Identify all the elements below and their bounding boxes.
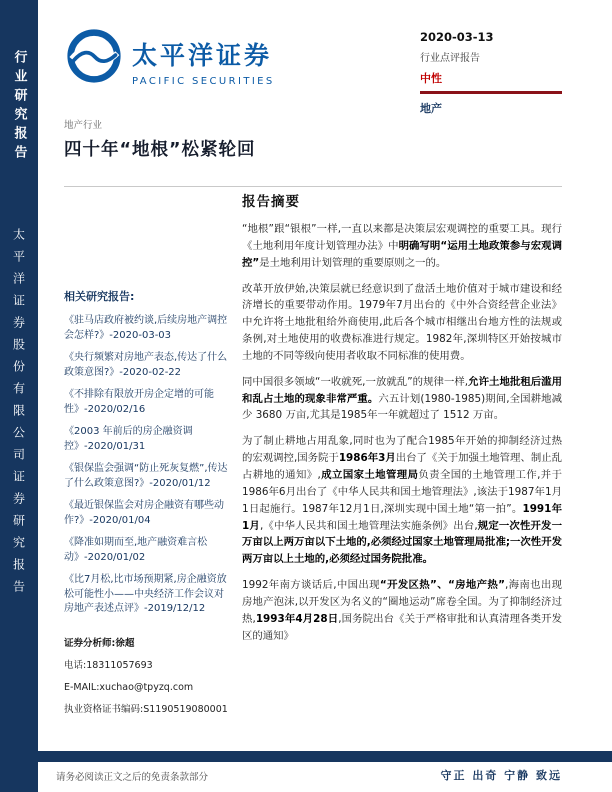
- abstract-column: [242, 190, 562, 748]
- page-title: 四十年“地根”松紧轮回: [64, 140, 256, 160]
- report-date: 2020-03-13: [420, 30, 494, 44]
- related-report-link[interactable]: 《比7月松,比市场预期紧,房企融资放松可能性小——中央经济工作会议对房地产表述点评》-2019/12/12: [64, 574, 227, 614]
- rating-badge: 中性: [420, 72, 442, 85]
- analyst-role-line: [64, 637, 230, 650]
- sector-label: 地产: [420, 102, 442, 115]
- title-divider: [64, 186, 562, 187]
- report-meta: [420, 30, 562, 116]
- abstract-paragraph: 为了制止耕地占用乱象,同时也为了配合1985年开始的抑制经济过热的宏观调控,国务院于1986年3月出台了《关于加强土地管理、制止乱占耕地的通知》,成立国家土地管理局负责全国的土地管理工作,并于1986年6月出台了《中华人民共和国土地管理法》,该法于1987年1月1日起施行。1987年12月1日,深圳实现中国土地“第一拍”。1991年1月,《中华人民共和国土地管理法实施条例》出台,规定一次性开发一万亩以上两万亩以下土地的,必须经过国家土地管理局批准;一次性开发两万亩以上土地的,必须经过国务院批准。: [242, 435, 562, 566]
- brand-text: [132, 36, 275, 87]
- analyst-role-label: 证券分析师:: [64, 637, 116, 649]
- analyst-phone-line: [64, 659, 230, 672]
- abstract-paragraphs: [242, 221, 562, 644]
- related-report-link[interactable]: 《银保监会强调“防止死灰复燃”,传达了什么政策意图?》-2020/01/12: [64, 463, 228, 489]
- analyst-email-link[interactable]: xuchao@tpyzq.com: [99, 682, 194, 694]
- footer-disclaimer: 请务必阅读正文之后的免责条款部分: [56, 772, 209, 783]
- sidebar-category-label: 行业研究报告: [11, 50, 27, 164]
- related-report-link[interactable]: 《央行频繁对房地产表态,传达了什么政策意图?》-2020-02-22: [64, 352, 228, 378]
- pacific-securities-logo-icon: [66, 28, 122, 84]
- left-column: [64, 288, 230, 758]
- related-report-link[interactable]: 《2003 年前后的房企融资调控》-2020/01/31: [64, 426, 193, 452]
- related-reports-list: [64, 314, 230, 617]
- related-reports-heading: 相关研究报告:: [64, 290, 135, 303]
- industry-eyebrow: 地产行业: [64, 120, 103, 131]
- analyst-email-label: E-MAIL:: [64, 682, 100, 694]
- related-report-link[interactable]: 《降准如期而至,地产融资难言松动》-2020/01/02: [64, 537, 208, 563]
- analyst-license: S1190519080001: [143, 704, 228, 716]
- analyst-license-label: 执业资格证书编码:: [64, 704, 144, 716]
- brand-name-en: PACIFIC SECURITIES: [132, 76, 275, 87]
- footer-motto: 守正 出奇 宁静 致远: [440, 769, 562, 782]
- abstract-paragraph: 改革开放伊始,决策层就已经意识到了盘活土地价值对于城市建设和经济增长的重要带动作用。1979年7月出台的《中外合资经营企业法》中允许将土地批租给外商使用,此后各个城市相继出台地方性的法规或条例,对土地使用的收费标准进行规定。1982年,深圳特区开始按城市土地的不同等级向使用者收取不同标准的使用费。: [242, 282, 562, 362]
- analyst-phone-label: 电话:: [64, 659, 87, 671]
- abstract-paragraph: 同中国很多领域“一收就死,一放就乱”的规律一样,允许土地批租后滥用和乱占土地的现象非常严重。六五计划(1980-1985)期间,全国耕地减少 3680 万亩,尤其是1985年一年就超过了 1512 万亩。: [242, 375, 562, 422]
- report-type-label: 行业点评报告: [420, 53, 480, 64]
- abstract-heading: 报告摘要: [242, 194, 300, 210]
- related-report-link[interactable]: 《最近银保监会对房企融资有哪些动作?》-2020/01/04: [64, 500, 224, 526]
- related-report-link[interactable]: 《不排除有限放开房企定增的可能性》-2020/02/16: [64, 389, 214, 415]
- sidebar-company-label: 太平洋证券股份有限公司证券研究报告: [11, 228, 26, 602]
- footer-bar: [38, 751, 612, 762]
- related-report-link[interactable]: 《驻马店政府被约谈,后续房地产调控会怎样?》-2020-03-03: [64, 315, 228, 341]
- abstract-paragraph: “地根”跟“银根”一样,一直以来都是决策层宏观调控的重要工具。现行《土地利用年度计划管理办法》中明确写明“运用土地政策参与宏观调控”是土地利用计划管理的重要原则之一的。: [242, 223, 562, 269]
- analyst-email-line: [64, 681, 230, 694]
- analyst-license-line: [64, 703, 230, 716]
- brand-name-cn: 太平洋证券: [132, 41, 273, 70]
- analyst-block: [64, 637, 230, 717]
- red-divider: [420, 91, 562, 94]
- analyst-phone: 18311057693: [86, 659, 153, 671]
- abstract-paragraph: 1992年南方谈话后,中国出现“开发区热”、“房地产热”,海南也出现房地产泡沫,以开发区为名义的“圈地运动”席卷全国。为了抑制经济过热,1993年4月28日,国务院出台《关于严格审批和认真清理各类开发区的通知》: [242, 579, 562, 642]
- sidebar: [0, 0, 38, 792]
- analyst-name: 徐超: [115, 637, 135, 649]
